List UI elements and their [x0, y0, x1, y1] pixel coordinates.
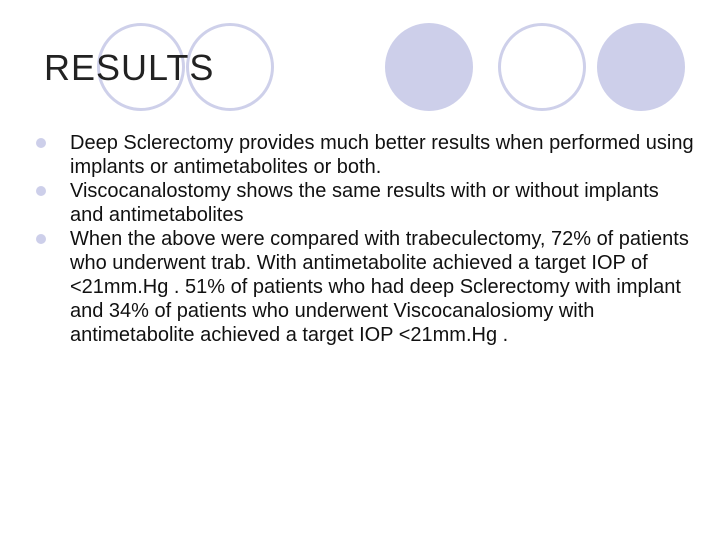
bullet-item [44, 179, 694, 227]
slide-title: RESULTS [44, 47, 215, 88]
bullet-text: Viscocanalostomy shows the same results with or without implants and antimetabolites [70, 180, 659, 226]
bullet-text: Deep Sclerectomy provides much better results when performed using implants or antimetabolites or both. [70, 132, 694, 178]
decorative-circle-outline [498, 23, 586, 111]
decorative-circle-filled [385, 23, 473, 111]
bullet-dot-icon [36, 186, 46, 196]
bullet-text: When the above were compared with trabeculectomy, 72% of patients who underwent trab. With antimetabolite achieved a target IOP of <21mm.Hg . 51% of patients who had deep Sclerectomy with implant and 34% of patients who underwent Viscocanalosiomy with antimetabolite achieved a target IOP <21mm.Hg . [70, 228, 689, 346]
bullet-dot-icon [36, 138, 46, 148]
bullet-item [44, 227, 694, 347]
decorative-circle-filled [597, 23, 685, 111]
bullet-dot-icon [36, 234, 46, 244]
bullet-list [44, 131, 694, 347]
bullet-item [44, 131, 694, 179]
